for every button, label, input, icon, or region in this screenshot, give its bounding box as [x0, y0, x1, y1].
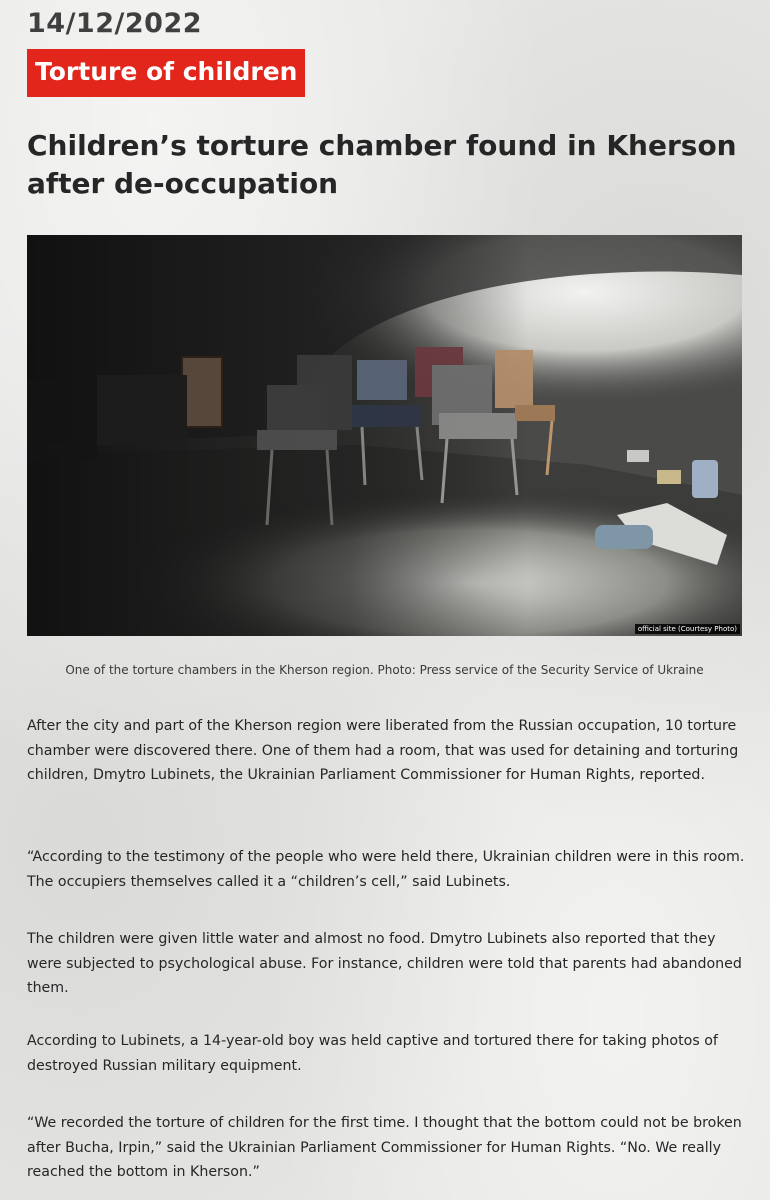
category-tag[interactable]: Torture of children — [27, 49, 305, 97]
paragraph-2: “According to the testimony of the people who were held there, Ukrainian children were in this room. The occupiers themselves called it a “children’s cell,” said Lubinets. — [27, 849, 745, 890]
article-date: 14/12/2022 — [27, 8, 203, 39]
torture-room-photo — [27, 235, 742, 636]
paragraph-1: After the city and part of the Kherson region were liberated from the Russian occupation, 10 torture chamber were discovered there. One of them had a room, that was used for detaining and torturing children, Dmytro Lubinets, the Ukrainian Parliament Commissioner for Human Rights, reported. — [27, 718, 739, 783]
paragraph-3: The children were given little water and almost no food. Dmytro Lubinets also reported that they were subjected to psychological abuse. For instance, children were told that parents had abandoned them. — [27, 931, 742, 996]
paragraph-4: According to Lubinets, a 14-year-old boy was held captive and tortured there for taking photos of destroyed Russian military equipment. — [27, 1033, 718, 1074]
article-headline: Children’s torture chamber found in Kherson after de-occupation — [27, 129, 737, 200]
photo-caption: One of the torture chambers in the Kherson region. Photo: Press service of the Security Service of Ukraine — [65, 663, 704, 677]
article-photo — [27, 235, 742, 636]
photo-credit: official site (Courtesy Photo) — [635, 624, 740, 634]
paragraph-5: “We recorded the torture of children for the first time. I thought that the bottom could not be broken after Bucha, Irpin,” said the Ukrainian Parliament Commissioner for Human Rights. “No. We really reached the bottom in Kherson.” — [27, 1115, 742, 1180]
